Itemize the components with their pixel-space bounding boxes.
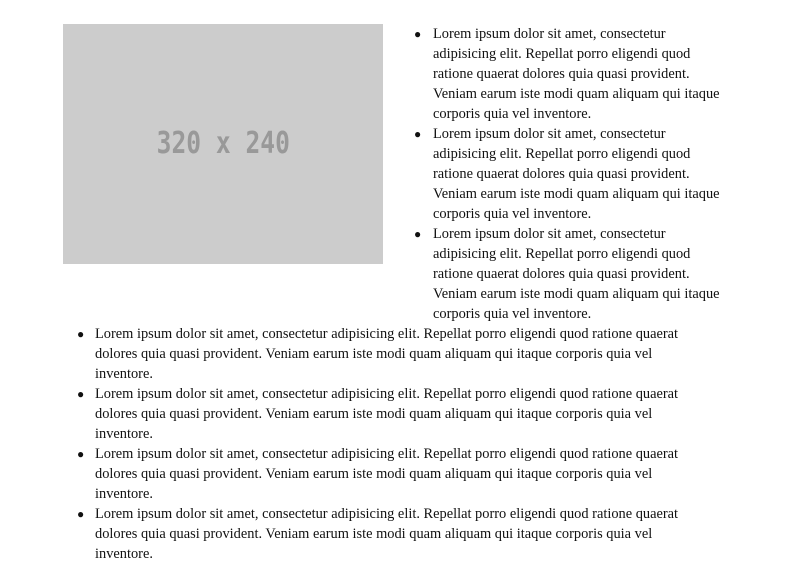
bullet-icon: ● — [77, 387, 85, 401]
bullet-icon: ● — [77, 327, 85, 341]
bullet-icon: ● — [414, 127, 422, 141]
list-item — [63, 384, 703, 444]
list-item — [63, 444, 703, 504]
list-item — [63, 504, 703, 564]
list-item-text: Lorem ipsum dolor sit amet, consectetur adipisicing elit. Repellat porro eligendi quod ratione quaerat dolores quia quasi provident. Veniam earum iste modi quam aliquam qui itaque corporis quia vel inventore. — [433, 26, 720, 122]
bullet-icon: ● — [77, 447, 85, 461]
bullet-icon: ● — [414, 227, 422, 241]
list-item-text: Lorem ipsum dolor sit amet, consectetur adipisicing elit. Repellat porro eligendi quod ratione quaerat dolores quia quasi provident. Veniam earum iste modi quam aliquam qui itaque corporis quia vel inventore. — [95, 386, 679, 442]
bullet-icon: ● — [414, 27, 422, 41]
list-item-text: Lorem ipsum dolor sit amet, consectetur adipisicing elit. Repellat porro eligendi quod ratione quaerat dolores quia quasi provident. Veniam earum iste modi quam aliquam qui itaque corporis quia vel inventore. — [433, 226, 720, 322]
bottom-list — [63, 324, 703, 564]
list-item-text: Lorem ipsum dolor sit amet, consectetur adipisicing elit. Repellat porro eligendi quod ratione quaerat dolores quia quasi provident. Veniam earum iste modi quam aliquam qui itaque corporis quia vel inventore. — [95, 506, 679, 562]
list-item — [63, 324, 703, 384]
placeholder-image — [63, 24, 383, 264]
side-list — [414, 24, 723, 324]
list-item — [414, 124, 723, 224]
list-item-text: Lorem ipsum dolor sit amet, consectetur adipisicing elit. Repellat porro eligendi quod ratione quaerat dolores quia quasi provident. Veniam earum iste modi quam aliquam qui itaque corporis quia vel inventore. — [95, 326, 679, 382]
placeholder-label: 320 x 240 — [156, 126, 290, 161]
list-item-text: Lorem ipsum dolor sit amet, consectetur adipisicing elit. Repellat porro eligendi quod ratione quaerat dolores quia quasi provident. Veniam earum iste modi quam aliquam qui itaque corporis quia vel inventore. — [95, 446, 679, 502]
list-item-text: Lorem ipsum dolor sit amet, consectetur adipisicing elit. Repellat porro eligendi quod ratione quaerat dolores quia quasi provident. Veniam earum iste modi quam aliquam qui itaque corporis quia vel inventore. — [433, 126, 720, 222]
list-item — [414, 224, 723, 324]
content-container — [63, 24, 723, 324]
list-item — [414, 24, 723, 124]
bullet-icon: ● — [77, 507, 85, 521]
